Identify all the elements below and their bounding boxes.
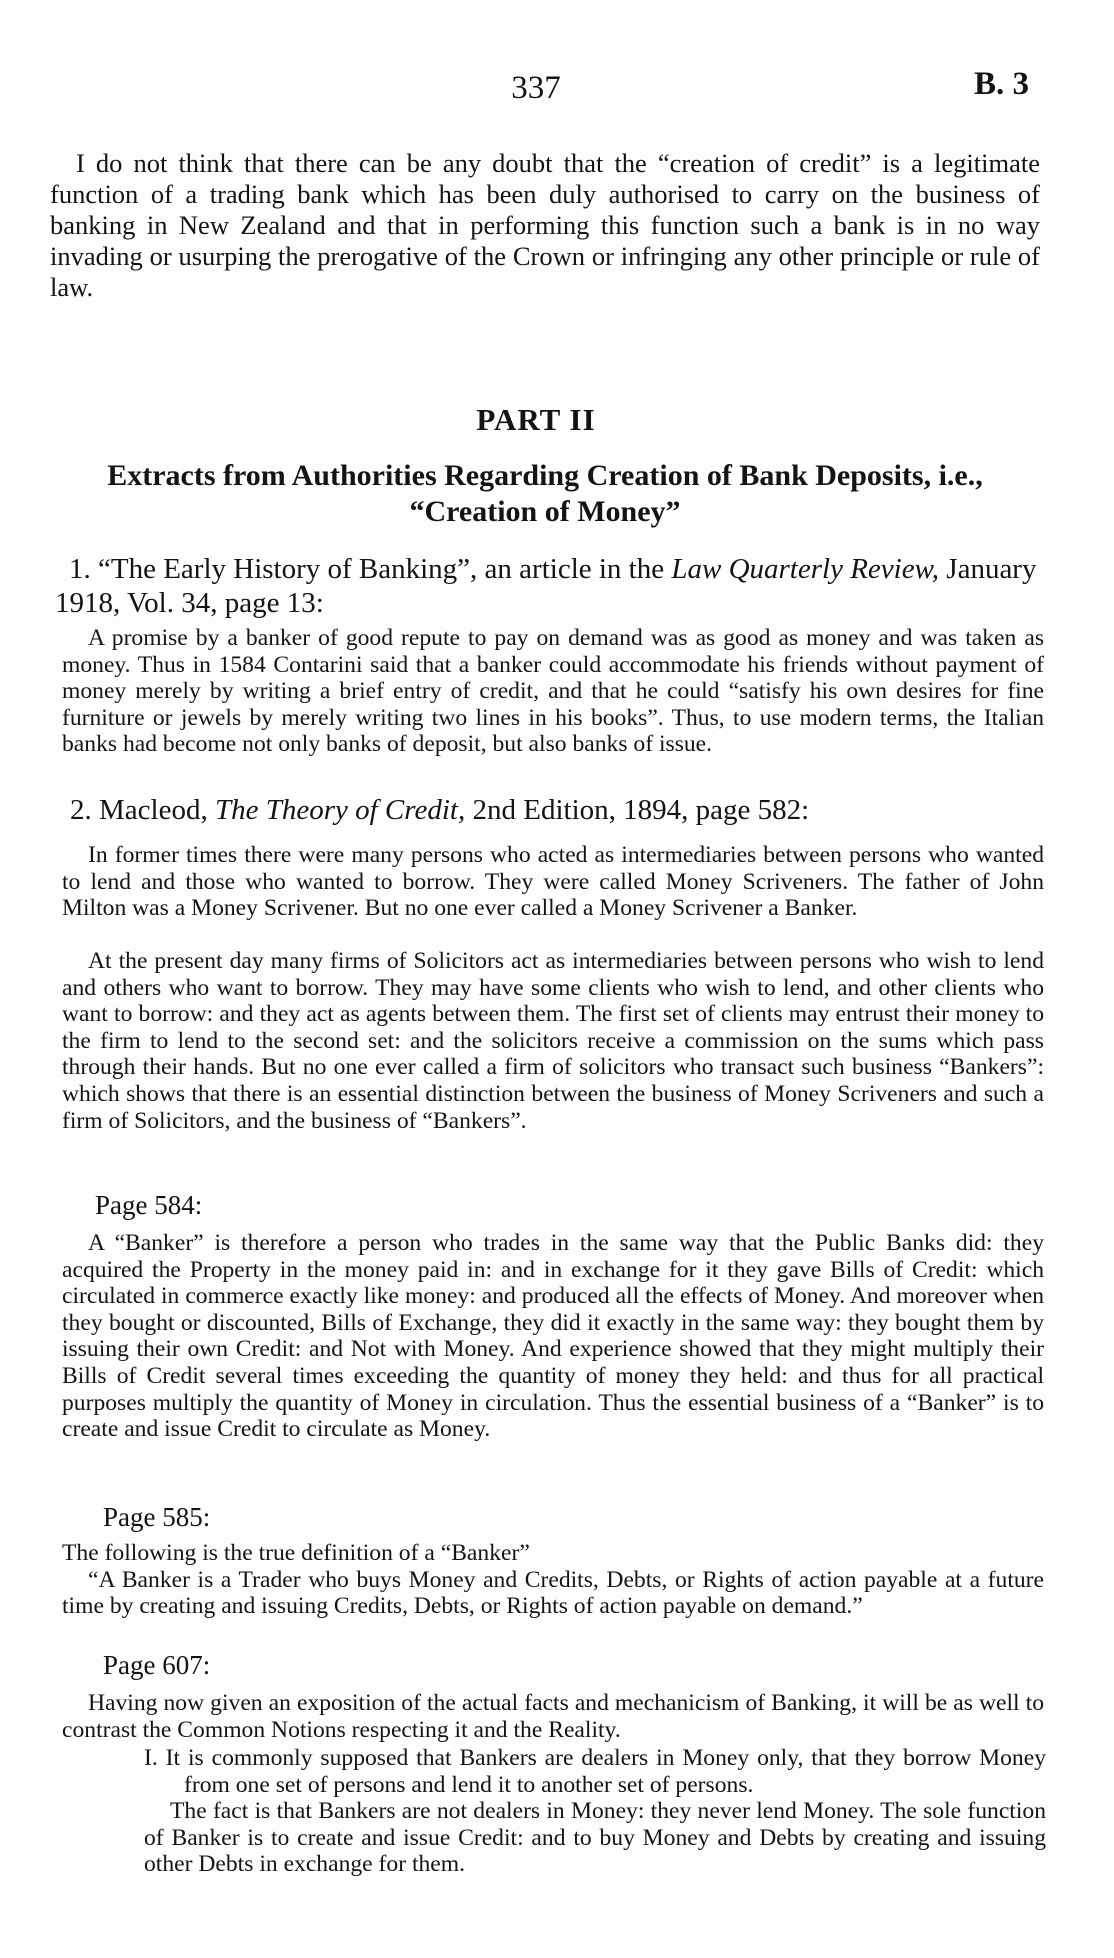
page-number: 337 (511, 70, 561, 106)
source-2-title: The Theory of Credit, (214, 794, 466, 826)
page-607-paragraph: Having now given an exposition of the actual facts and mechanicism of Banking, it will be as well to contrast the Common Notions respecting it and the Reality. (62, 1690, 1044, 1743)
page-584-text: A “Banker” is therefore a person who trades in the same way that the Public Banks did: they acquired the Property in the money paid in: and in exchange for it they gave Bills of Credit: which circulated in commerce exactly like money: and produced all the effects of Money. And moreover when they bought or discounted, Bills of Exchange, they did it exactly in the same way: they bought them by issuing their own Credit: and Not with Money. And experience showed that they might multiply their Bills of Credit several times exceeding the quantity of money they held: and thus for all practical purposes multiply the quantity of Money in circulation. Thus the essential business of a “Banker” is to create and issue Credit to circulate as Money. (62, 1230, 1044, 1443)
part-title: PART II (476, 402, 596, 437)
source-2-number: 2. (70, 794, 92, 826)
source-2-citation (70, 793, 1060, 827)
source-2-paragraph-1: In former times there were many persons who acted as intermediaries between persons who wanted to lend and those who wanted to borrow. They were called Money Scriveners. The father of John Milton was a Money Scrivener. But no one ever called a Money Scrivener a Banker. (62, 842, 1044, 922)
source-1-title: Law Quarterly Review, (671, 553, 940, 585)
section-code: B. 3 (973, 66, 1029, 102)
source-1-pre: “The Early History of Banking”, an article in the (98, 553, 665, 585)
source-1-post: January 1918, Vol. 34, page 13: (55, 553, 1037, 619)
intro-paragraph: I do not think that there can be any doubt that the “creation of credit” is a legitimate function of a trading bank which has been duly authorised to carry on the business of banking in New Zealand and that in performing this function such a bank is in no way invading or usurping the prerogative of the Crown or infringing any other principle or rule of law. (50, 148, 1040, 302)
page-585-label: Page 585: (103, 1502, 211, 1532)
source-2-pre: Macleod, (99, 794, 208, 826)
source-1-citation (55, 552, 1045, 620)
page-607-list (144, 1745, 1046, 1878)
source-2-post: 2nd Edition, 1894, page 582: (472, 794, 810, 826)
page-584-label: Page 584: (95, 1190, 203, 1220)
list-item-1: I. It is commonly supposed that Bankers are dealers in Money only, that they borrow Money from one set of persons and lend it to another set of persons. (144, 1745, 1046, 1798)
page-607-label: Page 607: (103, 1650, 211, 1680)
page-585-definition: “A Banker is a Trader who buys Money and Credits, Debts, or Rights of action payable at a future time by creating and issuing Credits, Debts, or Rights of action payable on demand.” (62, 1566, 1044, 1620)
section-heading (40, 458, 1050, 530)
heading-line-1: Extracts from Authorities Regarding Creation of Bank Deposits, i.e., (107, 459, 983, 492)
source-2-paragraph-2: At the present day many firms of Solicitors act as intermediaries between persons who wish to lend and others who want to borrow. They may have some clients who wish to lend, and other clients who want to borrow: and they act as agents between them. The first set of clients may entrust their money to the firm to lend to the second set: and the solicitors receive a commission on the sums which pass through their hands. But no one ever called a firm of solicitors who transact such business “Bankers”: which shows that there is an essential distinction between the business of Money Scriveners and such a firm of Solicitors, and the business of “Bankers”. (62, 948, 1044, 1134)
source-1-quote: A promise by a banker of good repute to pay on demand was as good as money and was taken as money. Thus in 1584 Contarini said that a banker could accommodate his friends without payment of money merely by writing a brief entry of credit, and that he could “satisfy his own desires for fine furniture or jewels by merely writing two lines in his books”. Thus, to use modern terms, the Italian banks had become not only banks of deposit, but also banks of issue. (62, 625, 1044, 758)
heading-line-2: “Creation of Money” (409, 495, 681, 528)
list-item-1-continuation: The fact is that Bankers are not dealers in Money: they never lend Money. The sole function of Banker is to create and issue Credit: and to buy Money and Debts by creating and issuing other Debts in exchange for them. (144, 1798, 1046, 1878)
page-585-line-1: The following is the true definition of a “Banker” (62, 1540, 530, 1566)
page-585-text (62, 1540, 1044, 1620)
source-1-number: 1. (69, 553, 91, 585)
